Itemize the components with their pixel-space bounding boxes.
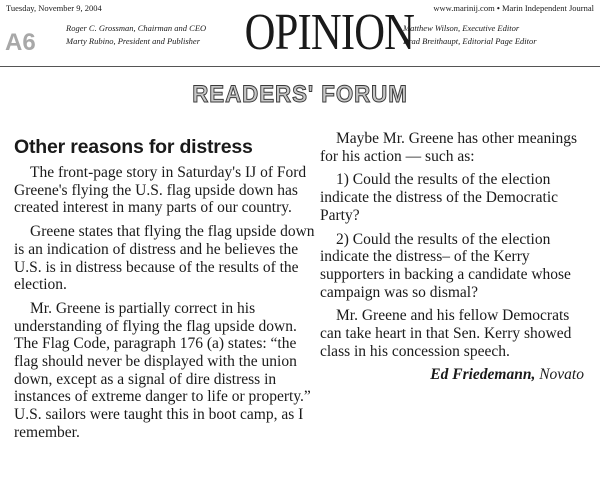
letter-paragraph: Maybe Mr. Greene has other meanings for his action — such as: [320, 130, 578, 165]
author-name: Ed Friedemann, [430, 366, 536, 384]
staff-line-chairman: Roger C. Grossman, Chairman and CEO [66, 23, 207, 33]
masthead-rule [0, 66, 600, 67]
letter-signature [320, 366, 592, 384]
staff-line-editorial-page-editor: Brad Breithaupt, Editorial Page Editor [403, 35, 537, 46]
page-number: A6 [5, 29, 36, 56]
staff-line-president: Marty Rubino, President and Publisher [66, 35, 201, 46]
letter-left-column [14, 136, 317, 448]
letter-paragraph: Mr. Greene is partially correct in his understanding of flying the flag upside down. The Flag Code, paragraph 176 (a) states: “the flag should never be displayed with the union down, except as a signal of dire distress in instances of extreme danger to life or property.” U.S. sailors were taught this in boot camp, as I remember. [14, 299, 311, 441]
letter-paragraph: Mr. Greene and his fellow Democrats can take heart in that Sen. Kerry showed class in his concession speech. [320, 307, 572, 360]
author-town: Novato [539, 366, 584, 384]
right-staff-box [403, 22, 537, 47]
readers-forum-banner: READERS' FORUM [192, 81, 408, 108]
letter-headline: Other reasons for distress [14, 136, 253, 158]
letter-paragraph: Greene states that flying the flag upside down is an indication of distress and he believes the U.S. is in distress because of the results of the election. [14, 223, 315, 294]
site-credit [433, 3, 594, 13]
letter-paragraph: The front-page story in Saturday's IJ of Ford Greene's flying the U.S. flag upside down has created interest in many parts of our country. [14, 164, 307, 217]
paper-name: Marin Independent Journal [501, 3, 594, 13]
left-staff-box [66, 22, 206, 47]
separator-dot: • [496, 3, 500, 13]
staff-line-executive-editor: Matthew Wilson, Executive Editor [403, 23, 520, 33]
letter-paragraph: 2) Could the results of the election indicate the distress– of the Kerry supporters in backing a candidate whose campaign was so dismal? [320, 230, 571, 301]
website-url: www.marinij.com [433, 3, 495, 13]
letter-paragraph: 1) Could the results of the election indicate the distress of the Democratic Party? [320, 171, 559, 224]
issue-date: Tuesday, November 9, 2004 [6, 3, 102, 13]
letter-right-column [320, 130, 592, 384]
section-title: OPINION [244, 4, 415, 61]
